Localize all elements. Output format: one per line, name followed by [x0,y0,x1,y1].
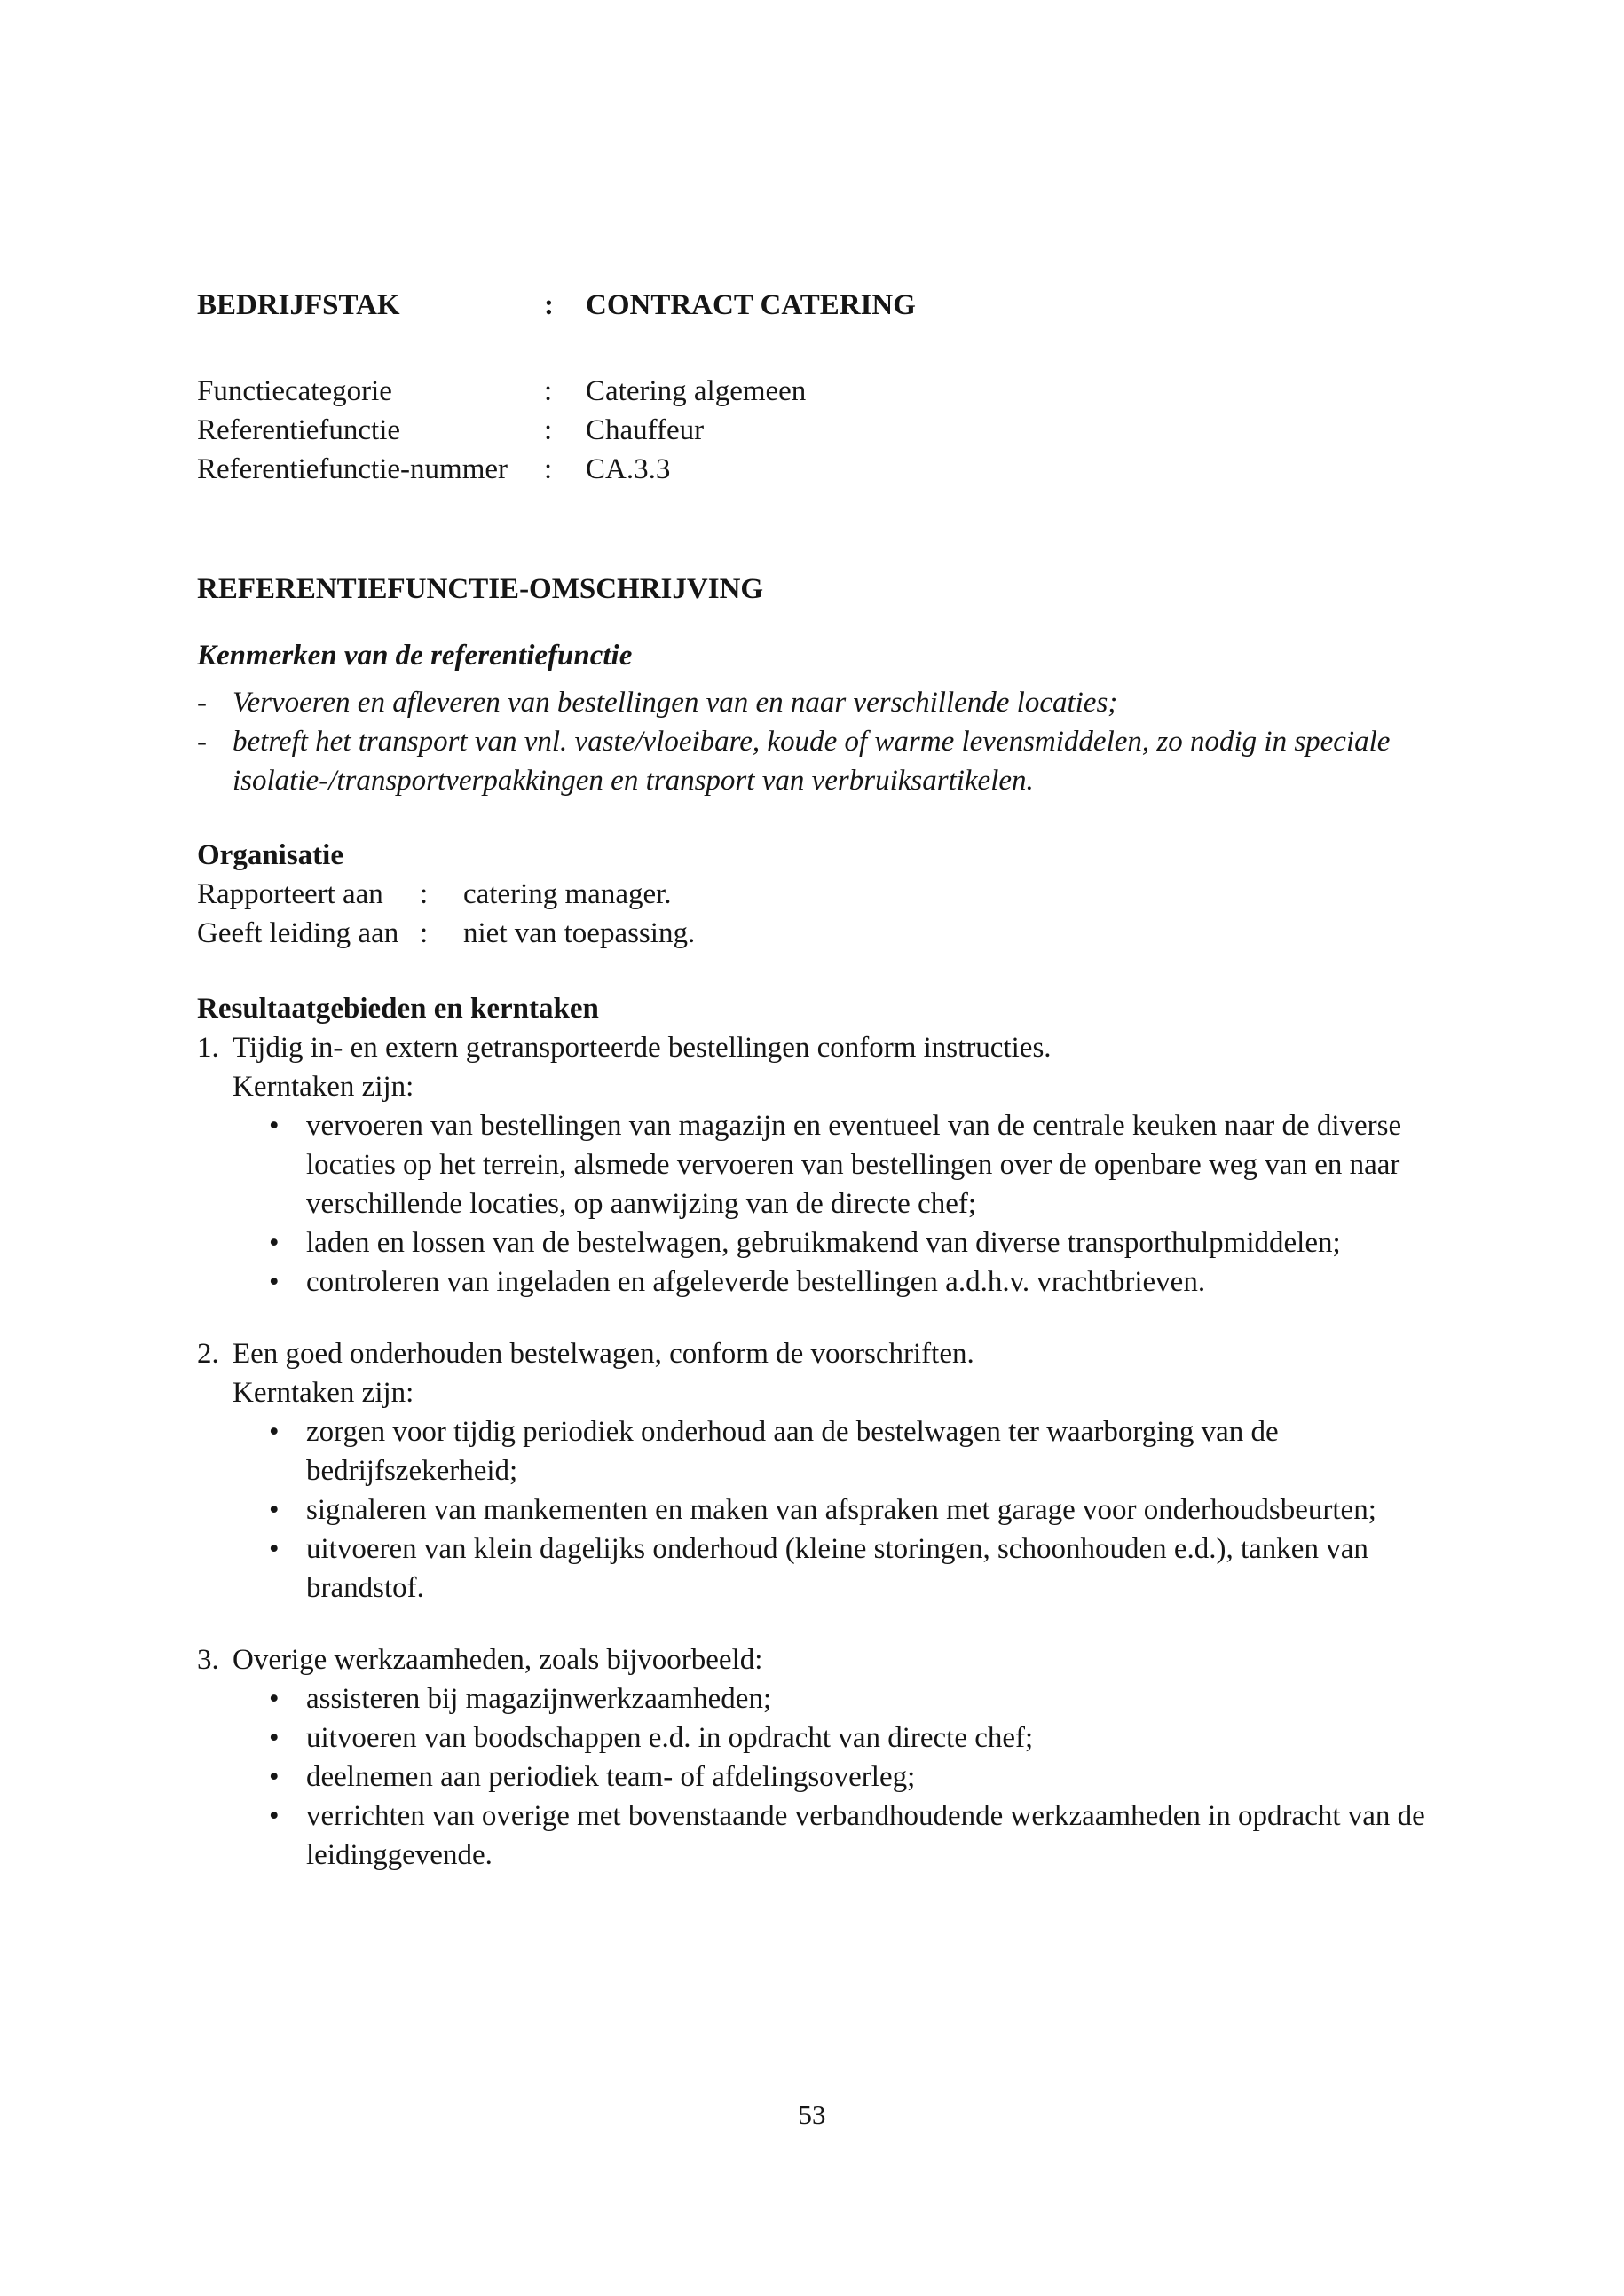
kenmerken-item-text: Vervoeren en afleveren van bestellingen van en naar verschillende locaties; [233,687,1118,719]
task-text: assisteren bij magazijnwerkzaamheden; [306,1683,772,1715]
kenmerken-item [197,683,1433,722]
bullet-marker: • [269,1683,280,1715]
meta-row-functiecategorie [197,372,1433,411]
bullet-marker: • [269,1110,280,1142]
result-area-1-heading [197,1028,1433,1067]
functiecategorie-value: Catering algemeen [586,375,807,407]
organisatie-row-geeft-leiding [197,914,1433,953]
task-text: controleren van ingeladen en afgeleverde bestellingen a.d.h.v. vrachtbrieven. [306,1266,1206,1298]
dash-marker: - [197,726,207,758]
referentiefunctie-value: Chauffeur [586,414,705,446]
bullet-marker: • [269,1227,280,1259]
section-title-omschrijving: REFERENTIEFUNCTIE-OMSCHRIJVING [197,573,764,605]
colon-separator: : [544,453,553,485]
bullet-marker: • [269,1722,280,1754]
result-area-2-text: Een goed onderhouden bestelwagen, conform de voorschriften. [233,1338,974,1370]
result-area-3-heading [197,1640,1433,1679]
item-number: 3. [197,1644,219,1676]
task-bullet [197,1797,1433,1875]
task-bullet [197,1679,1433,1718]
colon-separator: : [420,917,429,949]
bedrijfstak-label: BEDRIJFSTAK [197,289,400,321]
task-bullet [197,1262,1433,1301]
rapporteert-aan-value: catering manager. [463,878,672,910]
header-title-row [197,286,1433,325]
section-title-kenmerken: Kenmerken van de referentiefunctie [197,640,633,672]
result-area-2 [197,1334,1433,1608]
rapporteert-aan-label: Rapporteert aan [197,878,383,910]
bullet-marker: • [269,1761,280,1793]
task-text: verrichten van overige met bovenstaande verbandhoudende werkzaamheden in opdracht van de leidinggevende. [306,1800,1425,1871]
task-text: vervoeren van bestellingen van magazijn en eventueel van de centrale keuken naar de diverse locaties op het terrein, alsmede vervoeren van bestellingen over de openbare weg van en naar verschillende locaties, op aanwijzing van de directe chef; [306,1110,1402,1220]
task-bullet [197,1757,1433,1797]
kenmerken-item-text: betreft het transport van vnl. vaste/vloeibare, koude of warme levensmiddelen, zo nodig in speciale isolatie-/transportverpakkingen en transport van verbruiksartikelen. [233,726,1391,797]
result-area-1 [197,1028,1433,1301]
referentiefunctie-nummer-value: CA.3.3 [586,453,671,485]
task-bullet [197,1106,1433,1223]
result-area-3 [197,1640,1433,1875]
task-bullet [197,1529,1433,1608]
colon-separator: : [544,375,553,407]
task-text: laden en lossen van de bestelwagen, gebruikmakend van diverse transporthulpmiddelen; [306,1227,1341,1259]
kerntaken-subtitle: Kerntaken zijn: [233,1071,414,1103]
kenmerken-item [197,722,1433,800]
task-text: signaleren van mankementen en maken van afspraken met garage voor onderhoudsbeurten; [306,1494,1376,1526]
task-text: zorgen voor tijdig periodiek onderhoud aan de bestelwagen ter waarborging van de bedrijfszekerheid; [306,1416,1279,1487]
colon-separator: : [544,289,554,321]
kenmerken-list [197,683,1433,800]
result-area-2-heading [197,1334,1433,1373]
task-text: uitvoeren van boodschappen e.d. in opdracht van directe chef; [306,1722,1034,1754]
geeft-leiding-aan-value: niet van toepassing. [463,917,696,949]
result-area-3-text: Overige werkzaamheden, zoals bijvoorbeeld: [233,1644,763,1676]
meta-row-referentiefunctie [197,411,1433,450]
referentiefunctie-label: Referentiefunctie [197,414,401,446]
meta-row-referentiefunctie-nummer [197,450,1433,489]
item-number: 1. [197,1032,219,1064]
header-meta-rows [197,372,1433,489]
result-area-1-text: Tijdig in- en extern getransporteerde bestellingen conform instructies. [233,1032,1052,1064]
dash-marker: - [197,687,207,719]
bullet-marker: • [269,1800,280,1832]
bullet-marker: • [269,1416,280,1448]
referentiefunctie-nummer-label: Referentiefunctie-nummer [197,453,508,485]
task-bullet [197,1412,1433,1490]
geeft-leiding-aan-label: Geeft leiding aan [197,917,399,949]
organisatie-row-rapporteert [197,875,1433,914]
functiecategorie-label: Functiecategorie [197,375,392,407]
colon-separator: : [420,878,429,910]
item-number: 2. [197,1338,219,1370]
task-text: deelnemen aan periodiek team- of afdelingsoverleg; [306,1761,916,1793]
document-content [197,286,1433,1875]
section-title-resultaatgebieden: Resultaatgebieden en kerntaken [197,993,599,1025]
bedrijfstak-value: CONTRACT CATERING [586,289,916,321]
kerntaken-subtitle: Kerntaken zijn: [233,1377,414,1409]
task-bullet [197,1490,1433,1529]
colon-separator: : [544,414,553,446]
bullet-marker: • [269,1533,280,1565]
task-text: uitvoeren van klein dagelijks onderhoud (kleine storingen, schoonhouden e.d.), tanken van brandstof. [306,1533,1368,1604]
task-bullet [197,1718,1433,1757]
task-bullet [197,1223,1433,1262]
organisatie-rows [197,875,1433,953]
section-title-organisatie: Organisatie [197,839,343,871]
page-number: 53 [798,2099,826,2130]
bullet-marker: • [269,1494,280,1526]
bullet-marker: • [269,1266,280,1298]
